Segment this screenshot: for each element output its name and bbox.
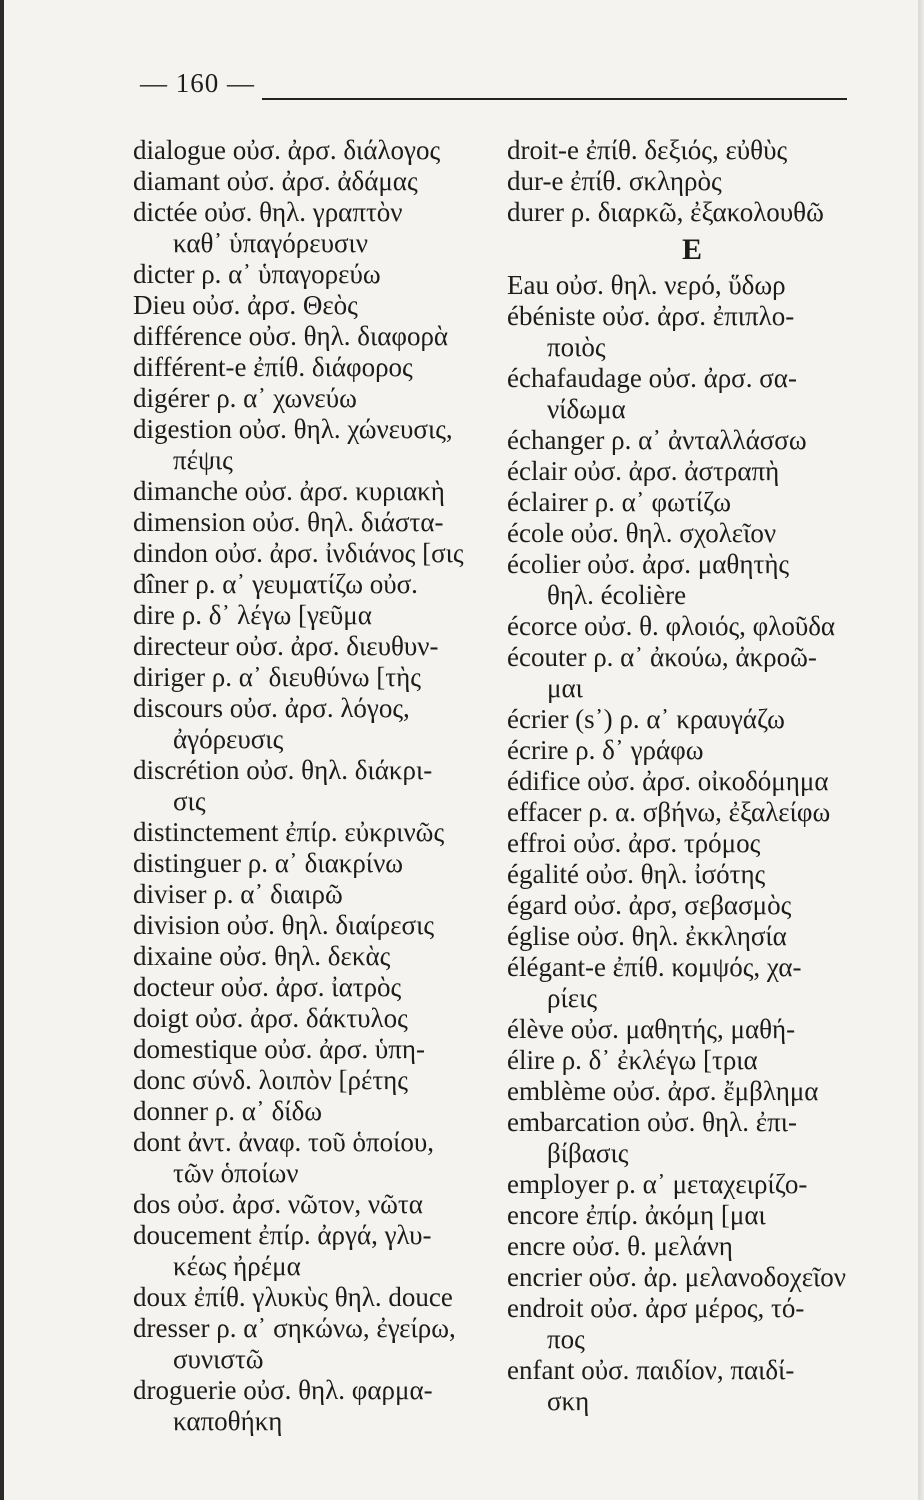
- dictionary-entry-line: diviser ρ. α᾿ διαιρῶ: [133, 879, 343, 909]
- dictionary-entry-line: κέως ἠρέμα: [173, 1251, 301, 1281]
- dictionary-entry-line: emblème οὐσ. ἀρσ. ἔμβλημα: [507, 1076, 819, 1106]
- dictionary-entry-line: effacer ρ. α. σβήνω, ἐξαλείφω: [507, 797, 831, 827]
- dictionary-entry-line: édifice οὐσ. ἀρσ. οἰκοδόμημα: [507, 766, 829, 796]
- dictionary-entry-line: différent-e ἐπίθ. διάφορος: [133, 352, 413, 382]
- dictionary-entry-line: division οὐσ. θηλ. διαίρεσις: [133, 910, 435, 940]
- dictionary-entry-line: digestion οὐσ. θηλ. χώνευσις,: [133, 414, 453, 444]
- dictionary-entry-line: élève οὐσ. μαθητής, μαθή-: [507, 1014, 796, 1044]
- dictionary-entry-line: échafaudage οὐσ. ἀρσ. σα-: [507, 363, 797, 393]
- dictionary-entry-line: endroit οὐσ. ἀρσ μέρος, τό-: [507, 1293, 805, 1323]
- dictionary-entry-line: différence οὐσ. θηλ. διαφορὰ: [133, 321, 449, 351]
- dictionary-entry-line: encore ἐπίρ. ἀκόμη [μαι: [507, 1200, 766, 1230]
- dictionary-entry-line: doucement ἐπίρ. ἀργά, γλυ-: [133, 1220, 432, 1250]
- dictionary-entry-line: égard οὐσ. ἀρσ, σεβασμὸς: [507, 890, 792, 920]
- dictionary-entry-line: digérer ρ. α᾿ χωνεύω: [133, 383, 357, 413]
- dictionary-entry-line: καθ᾿ ὑπαγόρευσιν: [173, 228, 368, 258]
- dictionary-entry-line: καποθήκη: [173, 1406, 283, 1436]
- dictionary-entry-line: dont ἀντ. ἀναφ. τοῦ ὁποίου,: [133, 1127, 435, 1157]
- dictionary-entry-line: diriger ρ. α᾿ διευθύνω [τὴς: [133, 662, 421, 692]
- dictionary-entry-line: enfant οὐσ. παιδίον, παιδί-: [507, 1355, 795, 1385]
- dictionary-entry-line: droit-e ἐπίθ. δεξιός, εὐθὺς: [507, 135, 788, 165]
- dictionary-entry-line: domestique οὐσ. ἀρσ. ὑπη-: [133, 1034, 425, 1064]
- dictionary-entry-line: ποιὸς: [547, 332, 606, 362]
- dictionary-entry-line: dire ρ. δ᾿ λέγω [γεῦμα: [133, 600, 372, 630]
- page-right-edge: [918, 0, 924, 1500]
- dictionary-entry-line: dixaine οὐσ. θηλ. δεκὰς: [133, 941, 391, 971]
- dictionary-entry-line: directeur οὐσ. ἀρσ. διευθυν-: [133, 631, 439, 661]
- dictionary-entry-line: écouter ρ. α᾿ ἀκούω, ἀκροῶ-: [507, 642, 817, 672]
- dictionary-entry-line: Eau οὐσ. θηλ. νερό, ὕδωρ: [507, 270, 786, 300]
- dictionary-entry-line: πος: [547, 1324, 585, 1354]
- dictionary-entry-line: écrire ρ. δ᾿ γράφω: [507, 735, 704, 765]
- dictionary-entry-line: ébéniste οὐσ. ἀρσ. ἐπιπλο-: [507, 301, 795, 331]
- dictionary-entry-line: dos οὐσ. ἀρσ. νῶτον, νῶτα: [133, 1189, 423, 1219]
- dictionary-entry-line: droguerie οὐσ. θηλ. φαρμα-: [133, 1375, 433, 1405]
- left-column: [133, 135, 503, 1437]
- dictionary-entry-line: dicter ρ. α᾿ ὑπαγορεύω: [133, 259, 381, 289]
- dictionary-entry-line: Dieu οὐσ. ἀρσ. Θεὸς: [133, 290, 358, 320]
- dictionary-entry-line: embarcation οὐσ. θηλ. ἐπι-: [507, 1107, 797, 1137]
- dictionary-entry-line: égalité οὐσ. θηλ. ἰσότης: [507, 859, 766, 889]
- dictionary-entry-line: σις: [173, 786, 206, 816]
- dictionary-entry-line: dresser ρ. α᾿ σηκώνω, ἐγείρω,: [133, 1313, 456, 1343]
- dictionary-entry-line: élégant-e ἐπίθ. κομψός, χα-: [507, 952, 802, 982]
- dictionary-entry-line: diamant οὐσ. ἀρσ. ἀδάμας: [133, 166, 418, 196]
- dictionary-entry-line: dictée οὐσ. θηλ. γραπτὸν: [133, 197, 403, 227]
- dictionary-entry-line: dîner ρ. α᾿ γευματίζω οὐσ.: [133, 569, 418, 599]
- section-letter-heading: E: [681, 233, 702, 266]
- dictionary-entry-line: distinctement ἐπίρ. εὐκρινῶς: [133, 817, 445, 847]
- dictionary-entry-line: école οὐσ. θηλ. σχολεῖον: [507, 518, 777, 548]
- dictionary-entry-line: θηλ. écolière: [547, 580, 687, 610]
- dictionary-entry-line: dimension οὐσ. θηλ. διάστα-: [133, 507, 444, 537]
- dictionary-entry-line: μαι: [547, 673, 583, 703]
- page-number: — 160 —: [140, 68, 255, 98]
- dictionary-entry-line: πέψις: [173, 445, 233, 475]
- dictionary-entry-line: effroi οὐσ. ἀρσ. τρόμος: [507, 828, 761, 858]
- dictionary-entry-line: discrétion οὐσ. θηλ. διάκρι-: [133, 755, 433, 785]
- page-binding-edge: [0, 0, 4, 1500]
- dictionary-entry-line: doigt οὐσ. ἀρσ. δάκτυλος: [133, 1003, 408, 1033]
- dictionary-entry-line: échanger ρ. α᾿ ἀνταλλάσσω: [507, 425, 807, 455]
- dictionary-entry-line: βίβασις: [547, 1138, 629, 1168]
- dictionary-entry-line: encrier οὐσ. ἀρ. μελανοδοχεῖον: [507, 1262, 847, 1292]
- dictionary-entry-line: discours οὐσ. ἀρσ. λόγος,: [133, 693, 410, 723]
- dictionary-entry-line: donner ρ. α᾿ δίδω: [133, 1096, 323, 1126]
- dictionary-entry-line: écorce οὐσ. θ. φλοιός, φλοῦδα: [507, 611, 836, 641]
- dictionary-entry-line: écolier οὐσ. ἀρσ. μαθητὴς: [507, 549, 790, 579]
- dictionary-entry-line: dindon οὐσ. ἀρσ. ἰνδιάνος [σις: [133, 538, 464, 568]
- dictionary-entry-line: σκη: [547, 1386, 590, 1416]
- dictionary-entry-line: dimanche οὐσ. ἀρσ. κυριακὴ: [133, 476, 445, 506]
- dictionary-entry-line: ρίεις: [547, 983, 598, 1013]
- dictionary-entry-line: donc σύνδ. λοιπὸν [ρέτης: [133, 1065, 408, 1095]
- dictionary-entry-line: employer ρ. α᾿ μεταχειρίζο-: [507, 1169, 808, 1199]
- dictionary-entry-line: τῶν ὁποίων: [173, 1158, 299, 1188]
- dictionary-entry-line: encre οὐσ. θ. μελάνη: [507, 1231, 733, 1261]
- header-rule: [262, 98, 847, 100]
- dictionary-entry-line: dialogue οὐσ. ἀρσ. διάλογος: [133, 135, 441, 165]
- dictionary-entry-line: συνιστῶ: [173, 1344, 264, 1374]
- dictionary-entry-line: église οὐσ. θηλ. ἐκκλησία: [507, 921, 787, 951]
- dictionary-entry-line: docteur οὐσ. ἀρσ. ἰατρὸς: [133, 972, 402, 1002]
- dictionary-entry-line: durer ρ. διαρκῶ, ἐξακολουθῶ: [507, 197, 824, 227]
- dictionary-entry-line: éclair οὐσ. ἀρσ. ἀστραπὴ: [507, 456, 780, 486]
- dictionary-entry-line: éclairer ρ. α᾿ φωτίζω: [507, 487, 731, 517]
- dictionary-entry-line: distinguer ρ. α᾿ διακρίνω: [133, 848, 404, 878]
- right-column: [507, 135, 877, 1417]
- dictionary-entry-line: écrier (s᾿) ρ. α᾿ κραυγάζω: [507, 704, 785, 734]
- dictionary-entry-line: élire ρ. δ᾿ ἐκλέγω [τρια: [507, 1045, 758, 1075]
- dictionary-entry-line: ἀγόρευσις: [173, 724, 284, 754]
- dictionary-entry-line: dur-e ἐπίθ. σκληρὸς: [507, 166, 722, 196]
- dictionary-entry-line: doux ἐπίθ. γλυκὺς θηλ. douce: [133, 1282, 453, 1312]
- dictionary-entry-line: νίδωμα: [547, 394, 626, 424]
